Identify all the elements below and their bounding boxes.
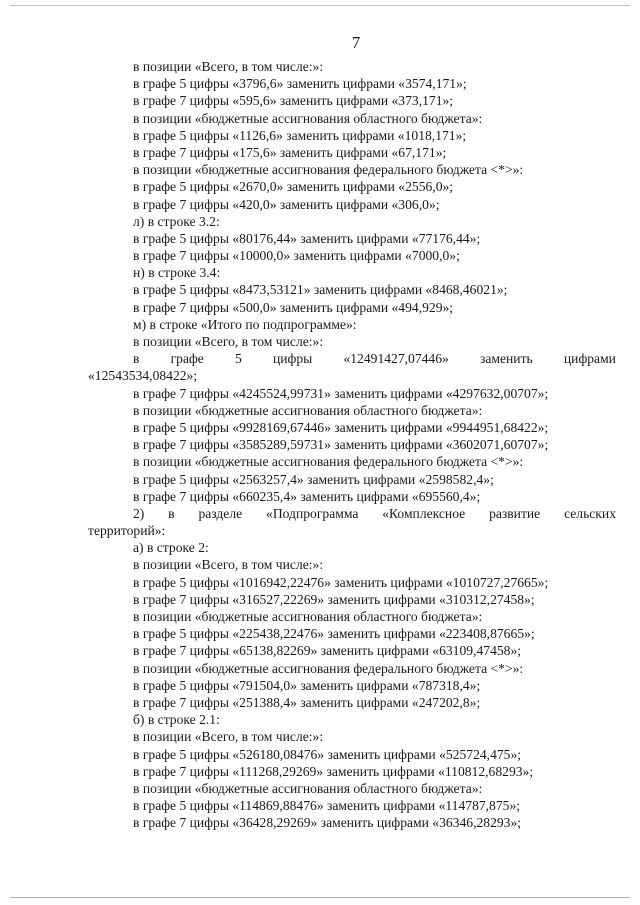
- word: графе: [170, 351, 204, 367]
- text-line: в графе 7 цифры «36428,29269» заменить цифрами «36346,28293»;: [133, 815, 522, 831]
- page-number: 7: [351, 33, 361, 52]
- text-line: в графе 5 цифры «2670,0» заменить цифрами «2556,0»;: [133, 179, 454, 195]
- text-line: в позиции «Всего, в том числе:»:: [133, 557, 324, 573]
- text-line: в позиции «бюджетные ассигнования федерального бюджета <*>»:: [133, 454, 524, 470]
- text-line: в позиции «Всего, в том числе:»:: [133, 729, 324, 745]
- text-line: в графе 5 цифры «2563257,4» заменить цифрами «2598582,4»;: [133, 471, 494, 487]
- text-line: в графе 7 цифры «65138,82269» заменить цифрами «63109,47458»;: [133, 643, 522, 659]
- scan-artifact-top: [10, 5, 630, 6]
- text-line: в позиции «Всего, в том числе:»:: [133, 334, 324, 349]
- word: развитие: [489, 505, 541, 521]
- text-line: в графе 5 цифры «1126,6» заменить цифрами «1018,171»;: [133, 127, 467, 143]
- text-line: а) в строке 2:: [133, 540, 209, 556]
- text-line: в графе 7 цифры «500,0» заменить цифрами «494,929»;: [133, 299, 454, 315]
- word: в: [168, 505, 175, 521]
- text-line: в графе 5 цифры «80176,44» заменить цифрами «77176,44»;: [133, 230, 481, 246]
- text-line: в графе 7 цифры «3585289,59731» заменить цифрами «3602071,60707»;: [133, 437, 549, 453]
- word: сельских: [564, 505, 616, 521]
- text-line: в позиции «бюджетные ассигнования федерального бюджета <*>»:: [133, 162, 524, 178]
- text-line: в позиции «Всего, в том числе:»:: [133, 59, 324, 74]
- text-line-justified: [88, 350, 616, 367]
- document-body: [88, 58, 616, 831]
- text-line: в графе 5 цифры «9928169,67446» заменить цифрами «9944951,68422»;: [133, 419, 549, 435]
- text-line: б) в строке 2.1:: [133, 712, 220, 728]
- text-line: в позиции «бюджетные ассигнования областного бюджета»:: [133, 780, 483, 796]
- word: цифры: [272, 351, 313, 367]
- text-line: в графе 7 цифры «316527,22269» заменить цифрами «310312,27458»;: [133, 591, 535, 607]
- text-line: в графе 5 цифры «1016942,22476» заменить цифрами «1010727,27665»;: [133, 574, 549, 590]
- text-line: в графе 7 цифры «175,6» заменить цифрами «67,171»;: [133, 144, 447, 160]
- text-line: в позиции «бюджетные ассигнования областного бюджета»:: [133, 110, 483, 126]
- text-line: м) в строке «Итого по подпрограмме»:: [133, 316, 357, 332]
- text-line-justified: [88, 505, 616, 522]
- scan-artifact-bottom: [10, 897, 630, 898]
- text-line: в позиции «бюджетные ассигнования областного бюджета»:: [133, 402, 483, 418]
- text-line: в графе 5 цифры «526180,08476» заменить цифрами «525724,475»;: [133, 746, 522, 762]
- word: разделе: [198, 505, 243, 521]
- text-line: в графе 7 цифры «251388,4» заменить цифрами «247202,8»;: [133, 694, 481, 710]
- word: «Подпрограмма: [266, 505, 359, 521]
- text-line: в графе 5 цифры «8473,53121» заменить цифрами «8468,46021»;: [133, 282, 508, 298]
- text-line-continuation: «12543534,08422»;: [88, 368, 198, 384]
- text-line: в графе 5 цифры «791504,0» заменить цифрами «787318,4»;: [133, 677, 481, 693]
- word: «Комплексное: [382, 505, 466, 521]
- text-line: в графе 7 цифры «4245524,99731» заменить цифрами «4297632,00707»;: [133, 385, 549, 401]
- text-line: в графе 7 цифры «595,6» заменить цифрами «373,171»;: [133, 93, 454, 109]
- text-line: н) в строке 3.4:: [133, 265, 221, 281]
- text-line: в позиции «бюджетные ассигнования областного бюджета»:: [133, 609, 483, 624]
- text-line: в графе 5 цифры «114869,88476» заменить цифрами «114787,875»;: [133, 798, 521, 814]
- word: цифрами: [563, 351, 616, 367]
- text-line: в графе 7 цифры «660235,4» заменить цифрами «695560,4»;: [133, 488, 481, 504]
- text-line: л) в строке 3.2:: [133, 213, 220, 229]
- text-line-continuation: территорий»:: [88, 523, 166, 539]
- word: 5: [235, 351, 242, 367]
- text-line: в графе 5 цифры «225438,22476» заменить цифрами «223408,87665»;: [133, 626, 535, 642]
- text-line: в графе 7 цифры «420,0» заменить цифрами «306,0»;: [133, 196, 440, 212]
- text-line: в графе 7 цифры «10000,0» заменить цифрами «7000,0»;: [133, 248, 460, 264]
- word: в: [133, 351, 140, 367]
- text-line: в графе 5 цифры «3796,6» заменить цифрами «3574,171»;: [133, 76, 467, 92]
- word: «12491427,07446»: [343, 351, 449, 367]
- word: заменить: [479, 351, 533, 367]
- text-line: в позиции «бюджетные ассигнования федерального бюджета <*>»:: [133, 660, 524, 676]
- word: 2): [133, 505, 145, 521]
- text-line: в графе 7 цифры «111268,29269» заменить цифрами «110812,68293»;: [133, 763, 534, 779]
